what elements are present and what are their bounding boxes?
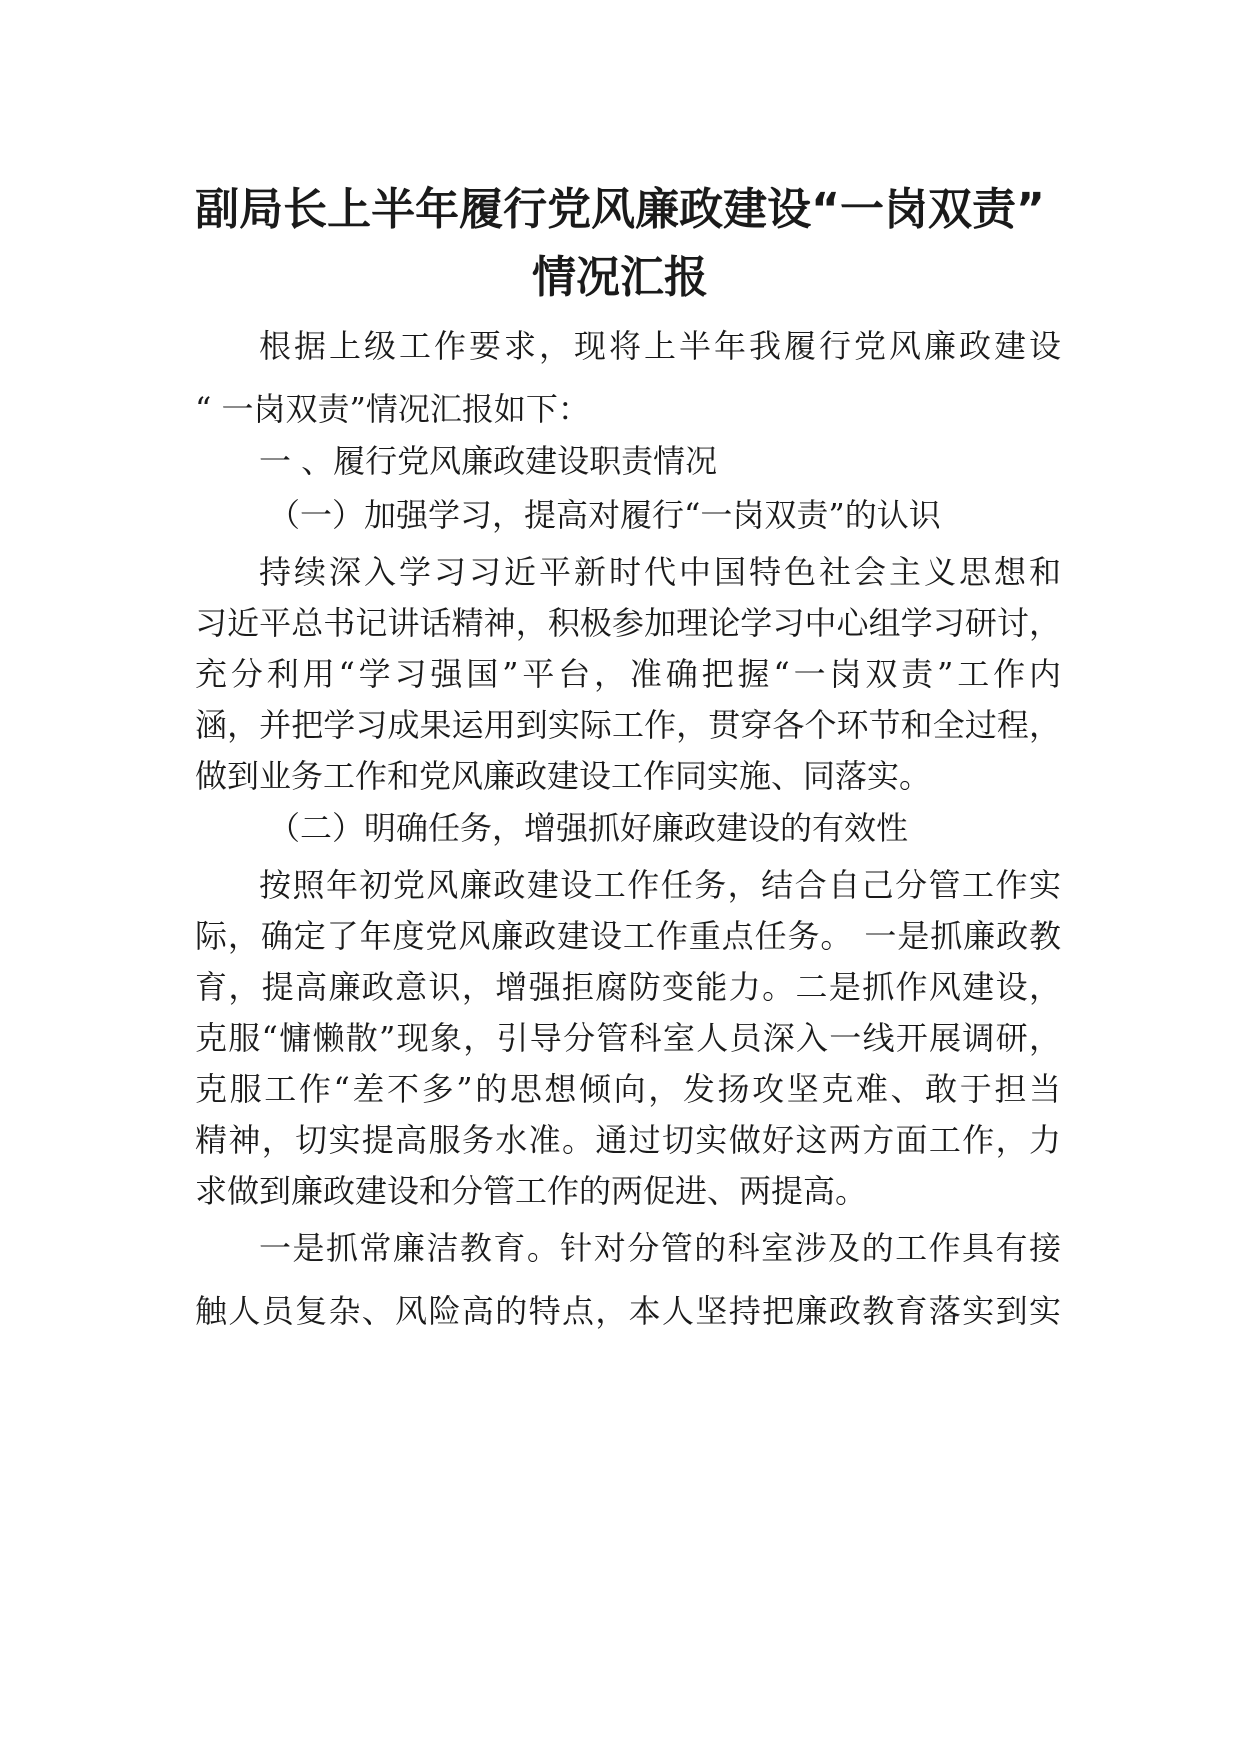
section-heading-1: 一 、履行党风廉政建设职责情况 xyxy=(259,442,718,480)
paragraph-3-line-2: 触人员复杂、风险高的特点，本人坚持把廉政教育落实到实 xyxy=(195,1292,1061,1330)
paragraph-intro-line-1: 根据上级工作要求，现将上半年我履行党风廉政建设 xyxy=(259,327,1061,365)
paragraph-1-line-4: 涵，并把学习成果运用到实际工作，贯穿各个环节和全过程， xyxy=(195,706,1061,744)
document-title-line-2: 情况汇报 xyxy=(532,252,708,303)
paragraph-1-line-2: 习近平总书记讲话精神，积极参加理论学习中心组学习研讨， xyxy=(195,604,1061,642)
paragraph-1-line-1: 持续深入学习习近平新时代中国特色社会主义思想和 xyxy=(259,553,1061,591)
paragraph-2-line-2: 际，确定了年度党风廉政建设工作重点任务。 一是抓廉政教 xyxy=(195,917,1061,955)
paragraph-2-line-1: 按照年初党风廉政建设工作任务，结合自己分管工作实 xyxy=(259,866,1061,904)
paragraph-1-line-5: 做到业务工作和党风廉政建设工作同实施、同落实。 xyxy=(195,757,932,795)
paragraph-2-line-5: 克服工作“差不多”的思想倾向，发扬攻坚克难、敢于担当 xyxy=(195,1070,1061,1108)
paragraph-2-line-7: 求做到廉政建设和分管工作的两促进、两提高。 xyxy=(195,1172,868,1210)
paragraph-intro-line-2: “ 一岗双责”情况汇报如下： xyxy=(195,390,590,428)
paragraph-2-line-4: 克服“慵懒散”现象，引导分管科室人员深入一线开展调研， xyxy=(195,1019,1061,1057)
paragraph-1-line-3: 充分利用“学习强国”平台，准确把握“一岗双责”工作内 xyxy=(195,655,1061,693)
paragraph-2-line-3: 育，提高廉政意识，增强拒腐防变能力。二是抓作风建设， xyxy=(195,968,1061,1006)
paragraph-3-line-1: 一是抓常廉洁教育。针对分管的科室涉及的工作具有接 xyxy=(259,1229,1061,1267)
paragraph-2-line-6: 精神，切实提高服务水准。通过切实做好这两方面工作，力 xyxy=(195,1121,1061,1159)
subsection-heading-2: （二）明确任务，增强抓好廉政建设的有效性 xyxy=(268,809,909,847)
document-title-line-1: 副局长上半年履行党风廉政建设“一岗双责” xyxy=(195,184,1045,235)
subsection-heading-1: （一）加强学习，提高对履行“一岗双责”的认识 xyxy=(268,496,941,534)
